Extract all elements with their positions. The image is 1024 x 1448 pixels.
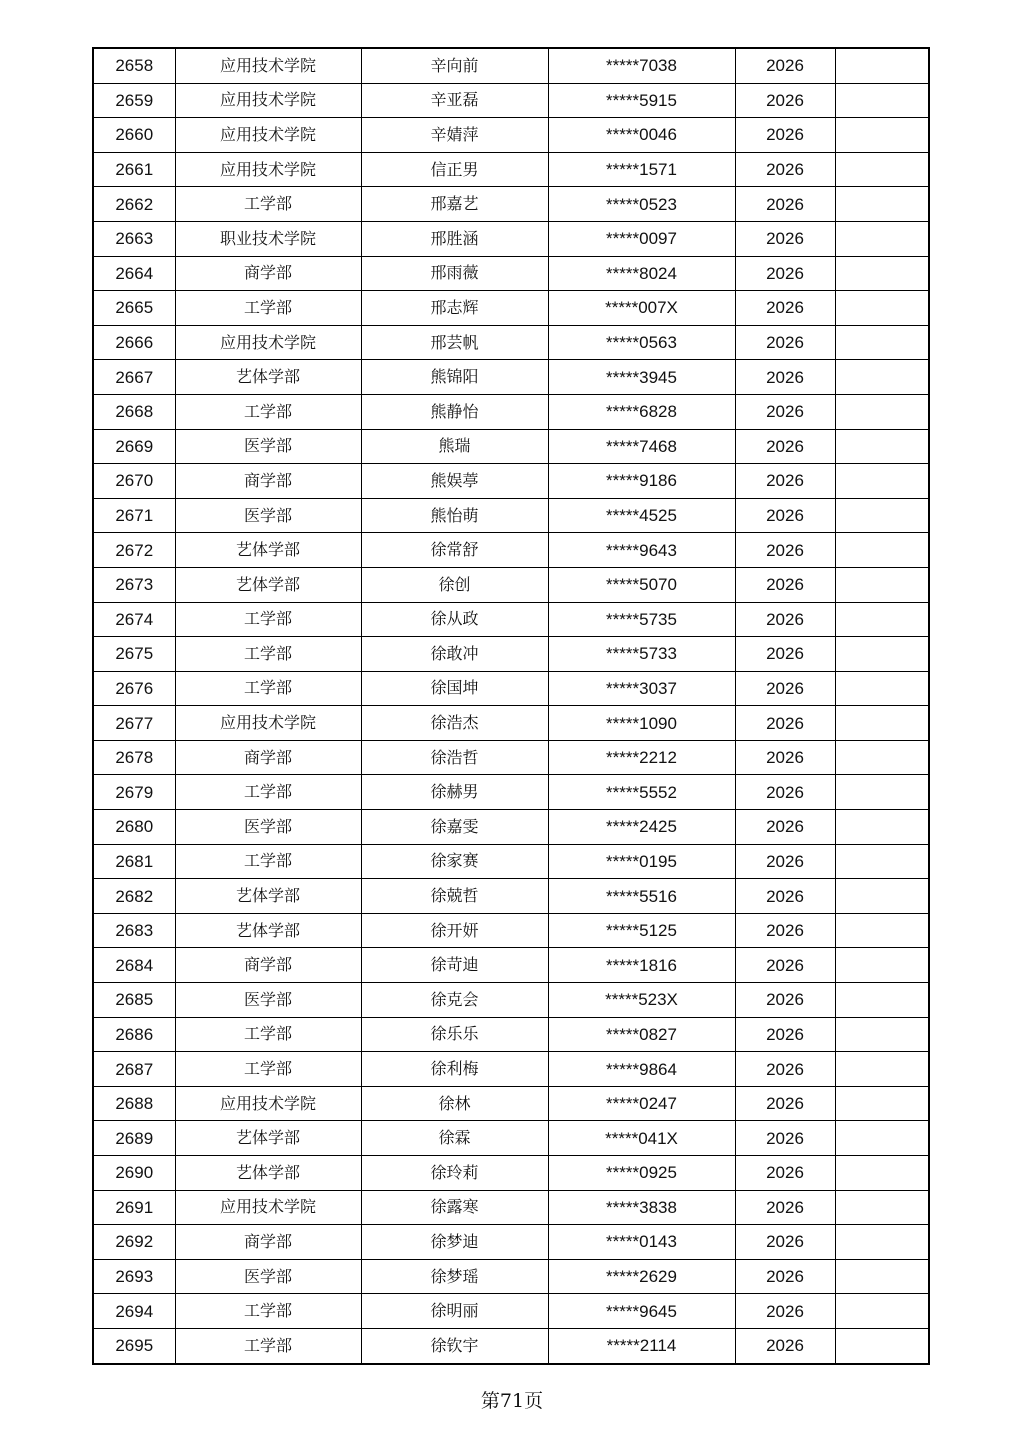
remarks-cell xyxy=(835,1017,929,1052)
remarks-cell xyxy=(835,256,929,291)
department-cell: 工学部 xyxy=(175,394,361,429)
year-cell: 2026 xyxy=(735,1052,835,1087)
year-cell: 2026 xyxy=(735,671,835,706)
year-cell: 2026 xyxy=(735,256,835,291)
remarks-cell xyxy=(835,187,929,222)
table-row xyxy=(93,1156,929,1191)
remarks-cell xyxy=(835,879,929,914)
student-name-cell: 徐创 xyxy=(361,567,548,602)
student-name-cell: 邢志辉 xyxy=(361,291,548,326)
year-cell: 2026 xyxy=(735,706,835,741)
department-cell: 艺体学部 xyxy=(175,1156,361,1191)
department-cell: 医学部 xyxy=(175,810,361,845)
table-row xyxy=(93,118,929,153)
year-cell: 2026 xyxy=(735,118,835,153)
student-name-cell: 徐玲莉 xyxy=(361,1156,548,1191)
seq-number-cell: 2686 xyxy=(93,1017,175,1052)
table-row xyxy=(93,325,929,360)
masked-id-cell: *****2212 xyxy=(548,740,735,775)
masked-id-cell: *****0143 xyxy=(548,1225,735,1260)
student-name-cell: 徐梦瑶 xyxy=(361,1259,548,1294)
year-cell: 2026 xyxy=(735,1190,835,1225)
department-cell: 工学部 xyxy=(175,637,361,672)
seq-number-cell: 2685 xyxy=(93,983,175,1018)
student-name-cell: 徐开妍 xyxy=(361,913,548,948)
table-row xyxy=(93,256,929,291)
remarks-cell xyxy=(835,152,929,187)
remarks-cell xyxy=(835,221,929,256)
year-cell: 2026 xyxy=(735,948,835,983)
seq-number-cell: 2666 xyxy=(93,325,175,360)
remarks-cell xyxy=(835,533,929,568)
remarks-cell xyxy=(835,429,929,464)
seq-number-cell: 2660 xyxy=(93,118,175,153)
seq-number-cell: 2680 xyxy=(93,810,175,845)
remarks-cell xyxy=(835,464,929,499)
table-row xyxy=(93,48,929,83)
department-cell: 医学部 xyxy=(175,983,361,1018)
department-cell: 应用技术学院 xyxy=(175,706,361,741)
seq-number-cell: 2689 xyxy=(93,1121,175,1156)
remarks-cell xyxy=(835,844,929,879)
year-cell: 2026 xyxy=(735,221,835,256)
table-row xyxy=(93,948,929,983)
masked-id-cell: *****0097 xyxy=(548,221,735,256)
table-row xyxy=(93,983,929,1018)
seq-number-cell: 2673 xyxy=(93,567,175,602)
seq-number-cell: 2675 xyxy=(93,637,175,672)
masked-id-cell: *****3945 xyxy=(548,360,735,395)
masked-id-cell: *****0195 xyxy=(548,844,735,879)
masked-id-cell: *****5516 xyxy=(548,879,735,914)
table-row xyxy=(93,360,929,395)
year-cell: 2026 xyxy=(735,1294,835,1329)
remarks-cell xyxy=(835,1086,929,1121)
student-name-cell: 熊静怡 xyxy=(361,394,548,429)
seq-number-cell: 2668 xyxy=(93,394,175,429)
table-row xyxy=(93,671,929,706)
department-cell: 商学部 xyxy=(175,948,361,983)
department-cell: 商学部 xyxy=(175,1225,361,1260)
year-cell: 2026 xyxy=(735,533,835,568)
remarks-cell xyxy=(835,1156,929,1191)
department-cell: 工学部 xyxy=(175,844,361,879)
seq-number-cell: 2682 xyxy=(93,879,175,914)
table-row xyxy=(93,602,929,637)
seq-number-cell: 2688 xyxy=(93,1086,175,1121)
student-name-cell: 徐钦宇 xyxy=(361,1328,548,1363)
seq-number-cell: 2670 xyxy=(93,464,175,499)
table-row xyxy=(93,498,929,533)
year-cell: 2026 xyxy=(735,1225,835,1260)
seq-number-cell: 2669 xyxy=(93,429,175,464)
year-cell: 2026 xyxy=(735,567,835,602)
table-row xyxy=(93,1259,929,1294)
student-name-cell: 徐浩哲 xyxy=(361,740,548,775)
year-cell: 2026 xyxy=(735,810,835,845)
student-name-cell: 徐兢哲 xyxy=(361,879,548,914)
department-cell: 工学部 xyxy=(175,1017,361,1052)
masked-id-cell: *****0046 xyxy=(548,118,735,153)
remarks-cell xyxy=(835,1225,929,1260)
year-cell: 2026 xyxy=(735,429,835,464)
table-row xyxy=(93,810,929,845)
table-row xyxy=(93,83,929,118)
remarks-cell xyxy=(835,360,929,395)
masked-id-cell: *****2629 xyxy=(548,1259,735,1294)
year-cell: 2026 xyxy=(735,360,835,395)
seq-number-cell: 2667 xyxy=(93,360,175,395)
student-name-cell: 徐国坤 xyxy=(361,671,548,706)
seq-number-cell: 2687 xyxy=(93,1052,175,1087)
year-cell: 2026 xyxy=(735,1328,835,1363)
seq-number-cell: 2678 xyxy=(93,740,175,775)
department-cell: 商学部 xyxy=(175,464,361,499)
year-cell: 2026 xyxy=(735,325,835,360)
student-name-cell: 信正男 xyxy=(361,152,548,187)
table-row xyxy=(93,775,929,810)
seq-number-cell: 2674 xyxy=(93,602,175,637)
masked-id-cell: *****3037 xyxy=(548,671,735,706)
seq-number-cell: 2694 xyxy=(93,1294,175,1329)
remarks-cell xyxy=(835,1259,929,1294)
masked-id-cell: *****041X xyxy=(548,1121,735,1156)
table-row xyxy=(93,291,929,326)
department-cell: 工学部 xyxy=(175,187,361,222)
seq-number-cell: 2691 xyxy=(93,1190,175,1225)
student-name-cell: 徐明丽 xyxy=(361,1294,548,1329)
student-name-cell: 邢雨薇 xyxy=(361,256,548,291)
seq-number-cell: 2679 xyxy=(93,775,175,810)
student-name-cell: 徐浩杰 xyxy=(361,706,548,741)
table-row xyxy=(93,533,929,568)
remarks-cell xyxy=(835,1052,929,1087)
student-name-cell: 徐苛迪 xyxy=(361,948,548,983)
masked-id-cell: *****0925 xyxy=(548,1156,735,1191)
table-row xyxy=(93,740,929,775)
seq-number-cell: 2659 xyxy=(93,83,175,118)
seq-number-cell: 2690 xyxy=(93,1156,175,1191)
year-cell: 2026 xyxy=(735,1017,835,1052)
remarks-cell xyxy=(835,983,929,1018)
table-row xyxy=(93,1328,929,1363)
student-name-cell: 徐利梅 xyxy=(361,1052,548,1087)
table-row xyxy=(93,1121,929,1156)
masked-id-cell: *****9643 xyxy=(548,533,735,568)
student-name-cell: 辛婧萍 xyxy=(361,118,548,153)
year-cell: 2026 xyxy=(735,48,835,83)
remarks-cell xyxy=(835,325,929,360)
student-name-cell: 徐赫男 xyxy=(361,775,548,810)
student-name-cell: 徐林 xyxy=(361,1086,548,1121)
student-name-cell: 徐克会 xyxy=(361,983,548,1018)
department-cell: 工学部 xyxy=(175,1052,361,1087)
student-name-cell: 徐梦迪 xyxy=(361,1225,548,1260)
table-row xyxy=(93,1052,929,1087)
roster-table xyxy=(92,47,930,1365)
student-name-cell: 徐从政 xyxy=(361,602,548,637)
table-row xyxy=(93,187,929,222)
seq-number-cell: 2684 xyxy=(93,948,175,983)
year-cell: 2026 xyxy=(735,83,835,118)
masked-id-cell: *****007X xyxy=(548,291,735,326)
student-name-cell: 邢胜涵 xyxy=(361,221,548,256)
student-name-cell: 辛向前 xyxy=(361,48,548,83)
year-cell: 2026 xyxy=(735,1121,835,1156)
department-cell: 商学部 xyxy=(175,740,361,775)
department-cell: 艺体学部 xyxy=(175,879,361,914)
table-row xyxy=(93,567,929,602)
masked-id-cell: *****5070 xyxy=(548,567,735,602)
student-name-cell: 徐乐乐 xyxy=(361,1017,548,1052)
student-name-cell: 邢芸帆 xyxy=(361,325,548,360)
student-name-cell: 熊瑞 xyxy=(361,429,548,464)
seq-number-cell: 2671 xyxy=(93,498,175,533)
masked-id-cell: *****7038 xyxy=(548,48,735,83)
masked-id-cell: *****3838 xyxy=(548,1190,735,1225)
masked-id-cell: *****7468 xyxy=(548,429,735,464)
masked-id-cell: *****2114 xyxy=(548,1328,735,1363)
year-cell: 2026 xyxy=(735,291,835,326)
student-name-cell: 熊娱葶 xyxy=(361,464,548,499)
department-cell: 艺体学部 xyxy=(175,1121,361,1156)
student-name-cell: 邢嘉艺 xyxy=(361,187,548,222)
department-cell: 商学部 xyxy=(175,256,361,291)
masked-id-cell: *****9864 xyxy=(548,1052,735,1087)
table-row xyxy=(93,1294,929,1329)
remarks-cell xyxy=(835,1121,929,1156)
year-cell: 2026 xyxy=(735,844,835,879)
table-row xyxy=(93,152,929,187)
remarks-cell xyxy=(835,83,929,118)
masked-id-cell: *****6828 xyxy=(548,394,735,429)
remarks-cell xyxy=(835,775,929,810)
masked-id-cell: *****1816 xyxy=(548,948,735,983)
masked-id-cell: *****5552 xyxy=(548,775,735,810)
department-cell: 应用技术学院 xyxy=(175,83,361,118)
student-name-cell: 徐敢冲 xyxy=(361,637,548,672)
seq-number-cell: 2658 xyxy=(93,48,175,83)
table-row xyxy=(93,1225,929,1260)
masked-id-cell: *****523X xyxy=(548,983,735,1018)
department-cell: 艺体学部 xyxy=(175,913,361,948)
remarks-cell xyxy=(835,740,929,775)
year-cell: 2026 xyxy=(735,983,835,1018)
table-row xyxy=(93,1086,929,1121)
department-cell: 工学部 xyxy=(175,1328,361,1363)
year-cell: 2026 xyxy=(735,464,835,499)
masked-id-cell: *****9186 xyxy=(548,464,735,499)
seq-number-cell: 2661 xyxy=(93,152,175,187)
masked-id-cell: *****1090 xyxy=(548,706,735,741)
masked-id-cell: *****2425 xyxy=(548,810,735,845)
seq-number-cell: 2676 xyxy=(93,671,175,706)
department-cell: 应用技术学院 xyxy=(175,118,361,153)
table-row xyxy=(93,706,929,741)
year-cell: 2026 xyxy=(735,1259,835,1294)
seq-number-cell: 2693 xyxy=(93,1259,175,1294)
year-cell: 2026 xyxy=(735,775,835,810)
year-cell: 2026 xyxy=(735,637,835,672)
table-row xyxy=(93,913,929,948)
department-cell: 医学部 xyxy=(175,498,361,533)
seq-number-cell: 2692 xyxy=(93,1225,175,1260)
table-row xyxy=(93,879,929,914)
table-row xyxy=(93,844,929,879)
remarks-cell xyxy=(835,291,929,326)
department-cell: 工学部 xyxy=(175,775,361,810)
masked-id-cell: *****9645 xyxy=(548,1294,735,1329)
seq-number-cell: 2663 xyxy=(93,221,175,256)
department-cell: 艺体学部 xyxy=(175,360,361,395)
seq-number-cell: 2672 xyxy=(93,533,175,568)
remarks-cell xyxy=(835,810,929,845)
masked-id-cell: *****5733 xyxy=(548,637,735,672)
table-row xyxy=(93,464,929,499)
year-cell: 2026 xyxy=(735,1086,835,1121)
table-row xyxy=(93,394,929,429)
masked-id-cell: *****0523 xyxy=(548,187,735,222)
student-name-cell: 熊锦阳 xyxy=(361,360,548,395)
year-cell: 2026 xyxy=(735,498,835,533)
remarks-cell xyxy=(835,1190,929,1225)
remarks-cell xyxy=(835,706,929,741)
student-name-cell: 徐常舒 xyxy=(361,533,548,568)
remarks-cell xyxy=(835,913,929,948)
student-name-cell: 辛亚磊 xyxy=(361,83,548,118)
masked-id-cell: *****5735 xyxy=(548,602,735,637)
year-cell: 2026 xyxy=(735,879,835,914)
masked-id-cell: *****8024 xyxy=(548,256,735,291)
department-cell: 医学部 xyxy=(175,429,361,464)
year-cell: 2026 xyxy=(735,152,835,187)
year-cell: 2026 xyxy=(735,913,835,948)
department-cell: 艺体学部 xyxy=(175,567,361,602)
year-cell: 2026 xyxy=(735,740,835,775)
department-cell: 职业技术学院 xyxy=(175,221,361,256)
masked-id-cell: *****5915 xyxy=(548,83,735,118)
remarks-cell xyxy=(835,48,929,83)
masked-id-cell: *****4525 xyxy=(548,498,735,533)
student-name-cell: 徐露寒 xyxy=(361,1190,548,1225)
department-cell: 工学部 xyxy=(175,602,361,637)
department-cell: 应用技术学院 xyxy=(175,325,361,360)
department-cell: 医学部 xyxy=(175,1259,361,1294)
remarks-cell xyxy=(835,637,929,672)
table-row xyxy=(93,1190,929,1225)
remarks-cell xyxy=(835,394,929,429)
remarks-cell xyxy=(835,567,929,602)
department-cell: 艺体学部 xyxy=(175,533,361,568)
roster-table-body xyxy=(93,48,929,1364)
department-cell: 工学部 xyxy=(175,671,361,706)
year-cell: 2026 xyxy=(735,1156,835,1191)
seq-number-cell: 2677 xyxy=(93,706,175,741)
seq-number-cell: 2664 xyxy=(93,256,175,291)
remarks-cell xyxy=(835,948,929,983)
table-row xyxy=(93,637,929,672)
year-cell: 2026 xyxy=(735,602,835,637)
department-cell: 应用技术学院 xyxy=(175,48,361,83)
student-name-cell: 徐家赛 xyxy=(361,844,548,879)
department-cell: 应用技术学院 xyxy=(175,1190,361,1225)
department-cell: 应用技术学院 xyxy=(175,1086,361,1121)
department-cell: 工学部 xyxy=(175,291,361,326)
page-number: 第71页 xyxy=(480,1390,544,1412)
remarks-cell xyxy=(835,118,929,153)
remarks-cell xyxy=(835,1294,929,1329)
table-row xyxy=(93,429,929,464)
student-name-cell: 徐霖 xyxy=(361,1121,548,1156)
seq-number-cell: 2665 xyxy=(93,291,175,326)
masked-id-cell: *****0827 xyxy=(548,1017,735,1052)
department-cell: 工学部 xyxy=(175,1294,361,1329)
year-cell: 2026 xyxy=(735,187,835,222)
seq-number-cell: 2683 xyxy=(93,913,175,948)
remarks-cell xyxy=(835,498,929,533)
year-cell: 2026 xyxy=(735,394,835,429)
masked-id-cell: *****0563 xyxy=(548,325,735,360)
seq-number-cell: 2662 xyxy=(93,187,175,222)
seq-number-cell: 2681 xyxy=(93,844,175,879)
masked-id-cell: *****0247 xyxy=(548,1086,735,1121)
remarks-cell xyxy=(835,602,929,637)
masked-id-cell: *****1571 xyxy=(548,152,735,187)
masked-id-cell: *****5125 xyxy=(548,913,735,948)
remarks-cell xyxy=(835,1328,929,1363)
seq-number-cell: 2695 xyxy=(93,1328,175,1363)
table-row xyxy=(93,221,929,256)
student-name-cell: 徐嘉雯 xyxy=(361,810,548,845)
department-cell: 应用技术学院 xyxy=(175,152,361,187)
table-row xyxy=(93,1017,929,1052)
remarks-cell xyxy=(835,671,929,706)
student-name-cell: 熊怡萌 xyxy=(361,498,548,533)
